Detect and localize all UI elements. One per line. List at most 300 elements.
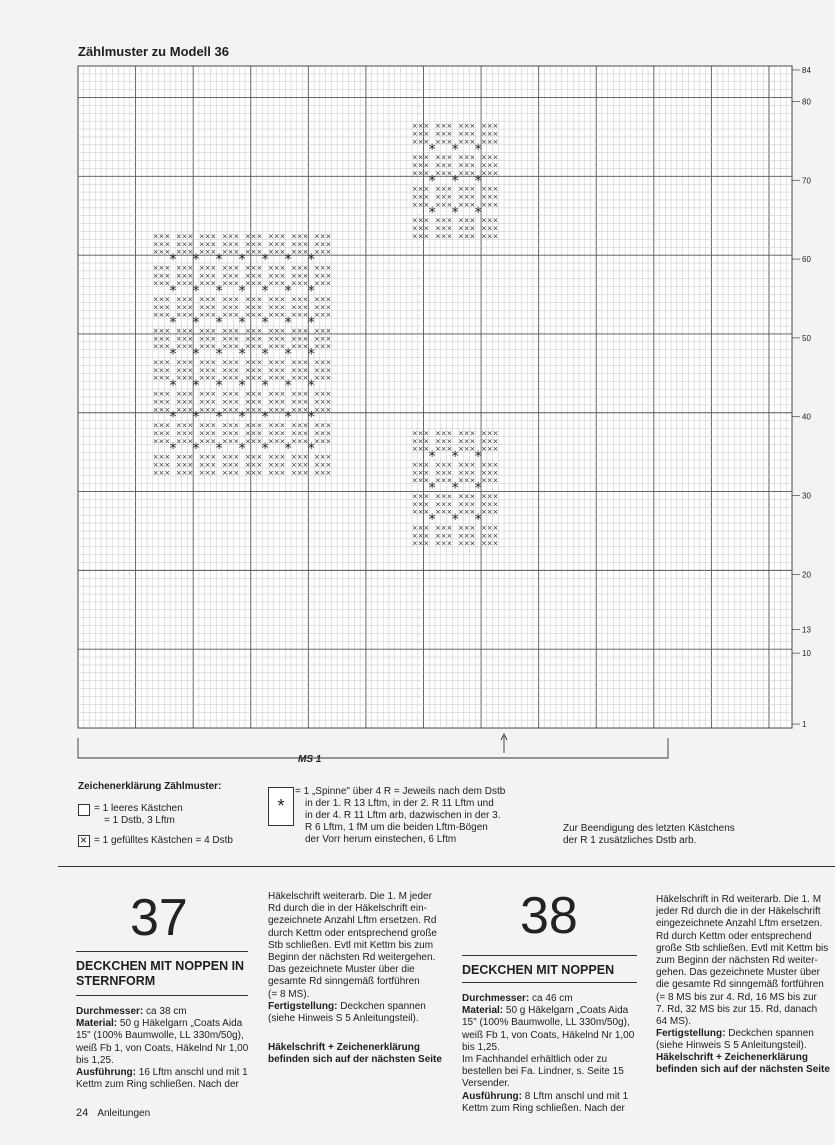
- filled-cell: ×: [250, 342, 257, 351]
- spider-cell: *: [169, 346, 177, 363]
- filled-cell: ×: [181, 429, 188, 438]
- filled-cell: ×: [233, 248, 240, 257]
- spider-cell: *: [474, 480, 482, 497]
- filled-cell: ×: [221, 232, 228, 241]
- filled-cell: ×: [469, 169, 476, 178]
- filled-cell: ×: [302, 468, 309, 477]
- section37-heading: [76, 959, 244, 989]
- filled-cell: ×: [481, 185, 487, 194]
- filled-cell: ×: [423, 531, 430, 540]
- section37-footer-line: befinden sich auf der nächsten Seite: [268, 1054, 442, 1066]
- filled-cell: ×: [411, 445, 418, 454]
- spider-cell: *: [261, 346, 269, 363]
- filled-cell: ×: [296, 366, 303, 375]
- filled-cell: ×: [227, 248, 234, 257]
- filled-cell: ×: [221, 342, 228, 351]
- filled-cell: ×: [250, 326, 257, 335]
- filled-cell: ×: [256, 311, 263, 320]
- filled-cell: ×: [411, 200, 418, 209]
- filled-cell: ×: [486, 192, 493, 201]
- filled-cell: ×: [440, 492, 447, 501]
- filled-cell: ×: [325, 303, 332, 312]
- spider-cell: *: [169, 441, 177, 458]
- filled-cell: ×: [221, 311, 228, 320]
- filled-cell: ×: [319, 232, 326, 241]
- filled-cell: ×: [319, 358, 326, 367]
- filled-cell: ×: [279, 342, 286, 351]
- filled-cell: ×: [446, 200, 453, 209]
- filled-cell: ×: [492, 492, 499, 501]
- filled-cell: ×: [492, 232, 499, 241]
- filled-cell: ×: [314, 311, 320, 320]
- spider-cell: *: [238, 409, 246, 426]
- spider-cell: *: [284, 283, 292, 300]
- filled-cell: ×: [250, 311, 257, 320]
- section37-heading-line: DECKCHEN MIT NOPPEN IN: [76, 959, 245, 973]
- filled-cell: ×: [267, 326, 274, 335]
- filled-cell: ×: [290, 429, 297, 438]
- filled-cell: ×: [446, 468, 453, 477]
- filled-cell: ×: [279, 248, 286, 257]
- filled-cell: ×: [417, 161, 424, 170]
- filled-cell: ×: [244, 397, 251, 406]
- filled-cell: ×: [296, 311, 303, 320]
- filled-cell: ×: [279, 303, 286, 312]
- filled-cell: ×: [227, 271, 234, 280]
- filled-cell: ×: [210, 342, 217, 351]
- filled-cell: ×: [302, 460, 309, 469]
- filled-cell: ×: [325, 460, 332, 469]
- filled-cell: ×: [417, 531, 424, 540]
- filled-cell: ×: [417, 122, 424, 131]
- filled-cell: ×: [325, 397, 332, 406]
- spider-cell: *: [428, 141, 436, 158]
- spider-cell: *: [428, 173, 436, 190]
- filled-cell: ×: [423, 185, 430, 194]
- legend-spider-line: = 1 „Spinne" über 4 R = Jeweils nach dem Dstb: [295, 786, 506, 797]
- legend-filled: = 1 gefülltes Kästchen = 4 Dstb: [94, 835, 233, 846]
- repeat-label: MS 1: [298, 754, 322, 765]
- filled-cell: ×: [233, 342, 240, 351]
- filled-cell: ×: [227, 279, 234, 288]
- spider-cell: *: [428, 204, 436, 221]
- filled-cell: ×: [440, 531, 447, 540]
- heading-rule: [76, 951, 248, 952]
- filled-cell: ×: [187, 248, 194, 257]
- filled-cell: ×: [314, 271, 320, 280]
- filled-cell: ×: [244, 468, 251, 477]
- filled-cell: ×: [440, 468, 447, 477]
- filled-cell: ×: [267, 374, 274, 383]
- filled-cell: ×: [181, 405, 188, 414]
- filled-cell: ×: [469, 523, 476, 532]
- filled-cell: ×: [440, 523, 447, 532]
- filled-cell: ×: [492, 476, 499, 485]
- filled-cell: ×: [492, 122, 499, 131]
- filled-cell: ×: [244, 390, 251, 398]
- start-arrow-icon: [501, 734, 507, 753]
- filled-cell: ×: [314, 468, 320, 477]
- filled-cell: ×: [175, 421, 182, 430]
- filled-cell: ×: [279, 358, 286, 367]
- filled-cell: ×: [267, 453, 274, 462]
- filled-cell: ×: [198, 437, 205, 446]
- filled-cell: ×: [417, 476, 424, 485]
- pattern-number-37: 37: [130, 889, 188, 947]
- filled-cell: ×: [290, 342, 297, 351]
- spider-cell: *: [215, 378, 223, 395]
- text-line: 15" (100% Baumwolle, LL 330m/50g),: [76, 1030, 244, 1042]
- filled-cell: ×: [434, 531, 441, 540]
- filled-cell: ×: [423, 437, 430, 446]
- filled-cell: ×: [244, 460, 251, 469]
- row-label: 20: [802, 570, 811, 580]
- filled-cell: ×: [250, 279, 257, 288]
- filled-cell: ×: [250, 240, 257, 249]
- filled-cell: ×: [250, 303, 257, 312]
- text-line: (= 8 MS).: [268, 988, 310, 1000]
- filled-cell: ×: [423, 192, 430, 201]
- spider-cell: *: [428, 512, 436, 529]
- filled-cell: ×: [486, 539, 493, 548]
- filled-cell: ×: [290, 358, 297, 367]
- filled-cell: ×: [463, 185, 470, 194]
- spider-cell: *: [307, 315, 315, 332]
- filled-square-icon: [78, 835, 90, 847]
- text-line: Im Fachhandel erhältlich oder zu: [462, 1054, 608, 1066]
- spider-cell: *: [261, 283, 269, 300]
- filled-cell: ×: [221, 271, 228, 280]
- filled-cell: ×: [486, 185, 493, 194]
- filled-cell: ×: [175, 429, 182, 438]
- filled-cell: ×: [267, 468, 274, 477]
- filled-cell: ×: [417, 523, 424, 532]
- filled-cell: ×: [457, 216, 464, 225]
- footer-section-label: Anleitungen: [97, 1108, 151, 1119]
- filled-cell: ×: [463, 153, 470, 162]
- filled-cell: ×: [457, 185, 464, 194]
- filled-cell: ×: [411, 224, 418, 233]
- filled-cell: ×: [290, 421, 297, 430]
- filled-cell: ×: [187, 390, 194, 398]
- filled-cell: ×: [302, 358, 309, 367]
- text-line: (= 8 MS bis zur 4. Rd, 16 MS bis zur: [656, 991, 817, 1003]
- filled-cell: ×: [204, 374, 211, 383]
- filled-cell: ×: [492, 216, 499, 225]
- filled-cell: ×: [411, 539, 418, 548]
- filled-cell: ×: [152, 326, 159, 335]
- filled-cell: ×: [319, 326, 326, 335]
- filled-cell: ×: [250, 271, 257, 280]
- filled-cell: ×: [187, 366, 194, 375]
- filled-cell: ×: [227, 311, 234, 320]
- filled-cell: ×: [446, 153, 453, 162]
- section38-col1: [462, 993, 642, 1115]
- filled-cell: ×: [417, 429, 424, 438]
- filled-cell: ×: [198, 342, 205, 351]
- filled-cell: ×: [314, 303, 320, 312]
- row-label: 10: [802, 649, 811, 659]
- filled-cell: ×: [411, 122, 418, 131]
- filled-cell: ×: [221, 326, 228, 335]
- row-label: 60: [802, 255, 811, 265]
- filled-cell: ×: [469, 153, 476, 162]
- filled-cell: ×: [469, 185, 476, 194]
- filled-cell: ×: [233, 429, 240, 438]
- filled-cell: ×: [302, 421, 309, 430]
- filled-cell: ×: [314, 326, 320, 335]
- filled-cell: ×: [198, 460, 205, 469]
- filled-cell: ×: [187, 334, 194, 343]
- filled-cell: ×: [314, 240, 320, 249]
- filled-cell: ×: [492, 429, 499, 438]
- filled-cell: ×: [463, 122, 470, 131]
- filled-cell: ×: [319, 397, 326, 406]
- filled-cell: ×: [244, 248, 251, 257]
- legend-spider-line: der Vorr herum einstechen, 6 Lftm: [305, 834, 457, 845]
- filled-cell: ×: [296, 240, 303, 249]
- filled-cell: ×: [486, 137, 493, 146]
- filled-cell: ×: [158, 468, 165, 477]
- filled-cell: ×: [296, 397, 303, 406]
- filled-cell: ×: [446, 429, 453, 438]
- filled-cell: ×: [256, 279, 263, 288]
- filled-cell: ×: [233, 240, 240, 249]
- filled-cell: ×: [314, 248, 320, 257]
- filled-cell: ×: [440, 224, 447, 233]
- filled-cell: ×: [233, 390, 240, 398]
- filled-cell: ×: [175, 279, 182, 288]
- filled-cell: ×: [434, 468, 441, 477]
- filled-cell: ×: [492, 500, 499, 509]
- filled-cell: ×: [244, 429, 251, 438]
- chart-title: Zählmuster zu Modell 36: [78, 44, 229, 59]
- filled-cell: ×: [158, 390, 165, 398]
- filled-cell: ×: [279, 279, 286, 288]
- filled-cell: ×: [279, 460, 286, 469]
- filled-cell: ×: [273, 421, 280, 430]
- filled-cell: ×: [181, 240, 188, 249]
- filled-cell: ×: [250, 334, 257, 343]
- filled-cell: ×: [319, 366, 326, 375]
- filled-cell: ×: [221, 358, 228, 367]
- filled-cell: ×: [210, 248, 217, 257]
- filled-cell: ×: [187, 232, 194, 241]
- filled-cell: ×: [279, 374, 286, 383]
- filled-cell: ×: [181, 311, 188, 320]
- filled-cell: ×: [446, 445, 453, 454]
- filled-cell: ×: [273, 334, 280, 343]
- filled-cell: ×: [181, 421, 188, 430]
- filled-cell: ×: [164, 453, 171, 462]
- text-line: Rd durch die in der Häkelschrift ein-: [268, 903, 427, 915]
- page-number: 24: [76, 1107, 89, 1119]
- filled-cell: ×: [423, 468, 430, 477]
- filled-cell: ×: [204, 326, 211, 335]
- filled-cell: ×: [302, 311, 309, 320]
- filled-cell: ×: [440, 137, 447, 146]
- filled-cell: ×: [181, 248, 188, 257]
- filled-cell: ×: [152, 366, 159, 375]
- section38-footer: [656, 1052, 830, 1076]
- filled-cell: ×: [434, 192, 441, 201]
- filled-cell: ×: [267, 303, 274, 312]
- filled-cell: ×: [175, 342, 182, 351]
- filled-cell: ×: [175, 303, 182, 312]
- spider-cell: *: [169, 378, 177, 395]
- filled-cell: ×: [296, 263, 303, 272]
- filled-cell: ×: [204, 460, 211, 469]
- filled-cell: ×: [296, 334, 303, 343]
- filled-cell: ×: [273, 366, 280, 375]
- filled-cell: ×: [457, 476, 464, 485]
- filled-cell: ×: [319, 248, 326, 257]
- filled-cell: ×: [481, 224, 487, 233]
- filled-cell: ×: [198, 279, 205, 288]
- filled-cell: ×: [302, 326, 309, 335]
- filled-cell: ×: [181, 295, 188, 304]
- filled-cell: ×: [152, 460, 159, 469]
- filled-cell: ×: [314, 295, 320, 304]
- filled-cell: ×: [181, 460, 188, 469]
- spider-cell: *: [284, 315, 292, 332]
- legend-empty-line1: = 1 leeres Kästchen: [94, 803, 183, 814]
- spider-cell: *: [284, 378, 292, 395]
- filled-cell: ×: [175, 326, 182, 335]
- filled-cell: ×: [463, 539, 470, 548]
- spider-cell: *: [451, 480, 459, 497]
- spider-cell: *: [451, 204, 459, 221]
- filled-cell: ×: [302, 374, 309, 383]
- filled-cell: ×: [446, 531, 453, 540]
- filled-cell: ×: [423, 137, 430, 146]
- text-line: Ausführung: 16 Lftm anschl und mit 1: [76, 1067, 248, 1079]
- filled-cell: ×: [481, 122, 487, 131]
- filled-cell: ×: [469, 122, 476, 131]
- filled-cell: ×: [469, 539, 476, 548]
- text-line: bis 1,25.: [76, 1054, 114, 1066]
- spider-cell: *: [192, 378, 200, 395]
- filled-cell: ×: [446, 161, 453, 170]
- filled-cell: ×: [457, 192, 464, 201]
- text-line: Durchmesser: ca 46 cm: [462, 993, 573, 1004]
- filled-cell: ×: [434, 508, 441, 517]
- filled-cell: ×: [175, 468, 182, 477]
- filled-cell: ×: [457, 200, 464, 209]
- filled-cell: ×: [158, 279, 165, 288]
- text-line: 64 MS).: [656, 1016, 692, 1028]
- filled-cell: ×: [296, 303, 303, 312]
- filled-cell: ×: [273, 405, 280, 414]
- text-line: Kettm zum Ring schließen. Nach der: [462, 1102, 625, 1114]
- filled-cell: ×: [204, 303, 211, 312]
- filled-cell: ×: [325, 429, 332, 438]
- filled-cell: ×: [256, 421, 263, 430]
- filled-cell: ×: [221, 405, 228, 414]
- filled-cell: ×: [302, 397, 309, 406]
- filled-cell: ×: [457, 169, 464, 178]
- filled-cell: ×: [267, 271, 274, 280]
- filled-cell: ×: [423, 161, 430, 170]
- filled-cell: ×: [325, 405, 332, 414]
- row-label: 80: [802, 97, 811, 107]
- filled-cell: ×: [469, 429, 476, 438]
- filled-cell: ×: [227, 366, 234, 375]
- row-label: 70: [802, 176, 811, 186]
- legend-spider-line: in der 1. R 13 Lftm, in der 2. R 11 Lftm und: [305, 798, 494, 809]
- filled-cell: ×: [469, 531, 476, 540]
- filled-cell: ×: [273, 279, 280, 288]
- filled-cell: ×: [463, 508, 470, 517]
- filled-cell: ×: [296, 374, 303, 383]
- filled-cell: ×: [434, 232, 441, 241]
- filled-cell: ×: [233, 453, 240, 462]
- filled-cell: ×: [152, 437, 159, 446]
- spider-cell: *: [261, 409, 269, 426]
- spider-cell: *: [474, 141, 482, 158]
- filled-cell: ×: [250, 390, 257, 398]
- filled-cell: ×: [250, 295, 257, 304]
- filled-cell: ×: [210, 374, 217, 383]
- text-line: Versender.: [462, 1078, 510, 1090]
- filled-cell: ×: [446, 122, 453, 131]
- text-line: Fertigstellung: Deckchen spannen: [656, 1028, 814, 1040]
- filled-cell: ×: [273, 311, 280, 320]
- filled-cell: ×: [181, 334, 188, 343]
- filled-cell: ×: [181, 279, 188, 288]
- spider-symbol-icon: *: [268, 787, 294, 826]
- filled-cell: ×: [440, 216, 447, 225]
- filled-cell: ×: [481, 137, 487, 146]
- legend-spider-line: R 6 Lftm, 1 fM um die beiden Lftm-Bögen: [305, 822, 488, 833]
- filled-cell: ×: [463, 129, 470, 138]
- spider-cell: *: [474, 512, 482, 529]
- filled-cell: ×: [417, 216, 424, 225]
- filled-cell: ×: [210, 397, 217, 406]
- filled-cell: ×: [210, 468, 217, 477]
- filled-cell: ×: [481, 445, 487, 454]
- spider-cell: *: [307, 283, 315, 300]
- spider-cell: *: [307, 441, 315, 458]
- filled-cell: ×: [417, 232, 424, 241]
- filled-cell: ×: [256, 248, 263, 257]
- spider-cell: *: [215, 441, 223, 458]
- filled-cell: ×: [158, 326, 165, 335]
- filled-cell: ×: [440, 429, 447, 438]
- filled-cell: ×: [187, 311, 194, 320]
- filled-cell: ×: [227, 334, 234, 343]
- spider-cell: *: [238, 378, 246, 395]
- text-line: weiß Fb 1, von Coats, Häkelnd Nr 1,00: [462, 1029, 635, 1041]
- filled-cell: ×: [302, 390, 309, 398]
- filled-cell: ×: [486, 169, 493, 178]
- filled-cell: ×: [256, 453, 263, 462]
- row-label: 40: [802, 412, 811, 422]
- filled-cell: ×: [175, 460, 182, 469]
- filled-cell: ×: [325, 295, 332, 304]
- page-footer: [76, 1107, 150, 1119]
- filled-cell: ×: [164, 232, 171, 241]
- filled-cell: ×: [411, 137, 418, 146]
- filled-cell: ×: [423, 508, 430, 517]
- filled-cell: ×: [164, 390, 171, 398]
- filled-cell: ×: [463, 468, 470, 477]
- filled-cell: ×: [463, 216, 470, 225]
- filled-cell: ×: [198, 311, 205, 320]
- filled-cell: ×: [181, 303, 188, 312]
- filled-cell: ×: [325, 263, 332, 272]
- filled-cell: ×: [158, 429, 165, 438]
